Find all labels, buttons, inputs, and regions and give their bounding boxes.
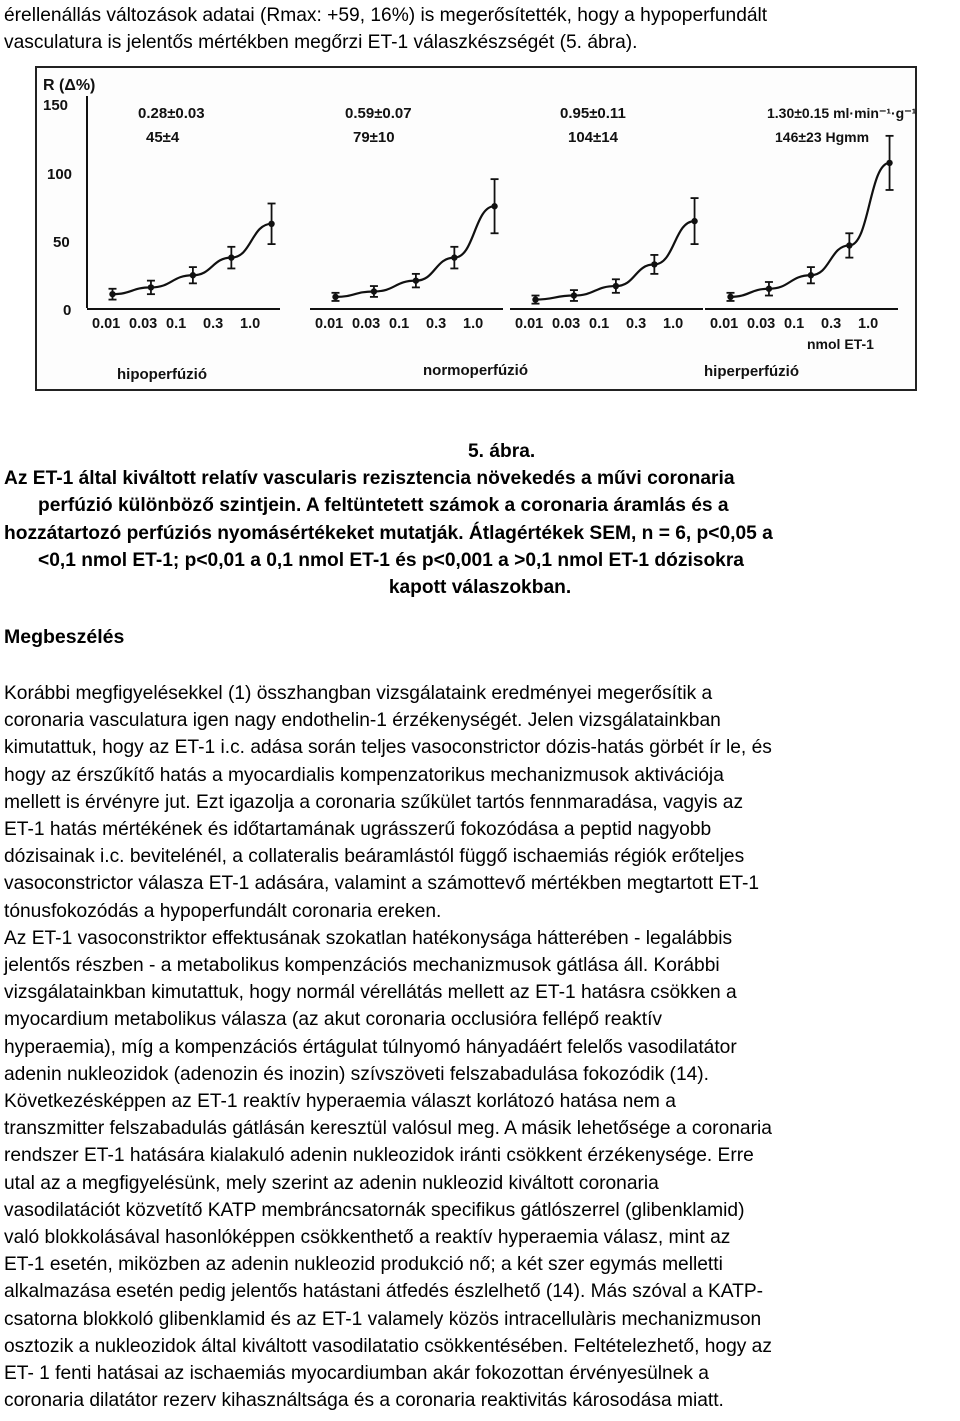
body-line: osztozik a nukleozidok által kiváltott vasodilatatio csökkentésében. Feltételezhető, hogy az: [4, 1335, 772, 1357]
body-line: adenin nukleozidok (adenozin és inozin) szívszöveti felszabadulása fokozódik (14).: [4, 1063, 710, 1085]
data-point: [371, 288, 377, 294]
data-point: [727, 294, 733, 300]
pressure-annotation: 79±10: [353, 129, 395, 146]
data-point: [766, 286, 772, 292]
data-point: [451, 254, 457, 260]
data-point: [691, 218, 697, 224]
body-line: hogy az érszűkítő hatás a myocardialis kompenzatorikus mechanizmusok aktivációja: [4, 764, 724, 786]
x-tick-label: 1.0: [240, 316, 261, 332]
data-point: [886, 160, 892, 166]
body-line: dózisainak i.c. bevitelénél, a collateralis beáramlástól függő ischaemiás régiók erőteljes: [4, 846, 745, 868]
y-tick-label: 0: [63, 302, 72, 319]
body-line: coronaria vasculatura igen nagy endothelin-1 érzékenységét. Jelen vizsgálatainkban: [4, 710, 721, 732]
body-line: ET-1 esetén, miközben az adenin nukleozid produkció nő; a két szer egymás melletti: [4, 1254, 723, 1276]
x-tick-label: 0.03: [129, 316, 158, 332]
intro-line: vasculatura is jelentős mértékben megőrzi ET-1 válaszkészségét (5. ábra).: [4, 32, 638, 53]
panel-label-normoperfuzio: normoperfúzió: [423, 362, 528, 379]
x-tick-label: 0.3: [426, 316, 447, 332]
y-tick-label: 100: [47, 166, 73, 183]
dose-unit-label: nmol ET-1: [807, 336, 874, 352]
body-line: Az ET-1 vasoconstriktor effektusának szokatlan hatékonysága hátterében - legalábbis: [4, 927, 733, 949]
body-line: ET- 1 fenti hatásai az ischaemiás myocardiumban akár fokozottan érvényesülnek a: [4, 1363, 709, 1385]
intro-paragraph: [4, 2, 956, 56]
pressure-annotation: 104±14: [568, 129, 618, 146]
data-point: [846, 242, 852, 248]
data-point: [109, 291, 115, 297]
body-line: tónusfokozódás a hypoperfundált coronaria ereken.: [4, 900, 442, 922]
body-line: hyperaemia), míg a kompenzációs értágulat túlnyomó hányadáért felelős vasodilatátor: [4, 1036, 737, 1058]
data-point: [228, 254, 234, 260]
data-point: [613, 283, 619, 289]
body-line: csatorna blokkoló glibenklamid és az ET-1 valamely közös intracellulàris mechanizmuson: [4, 1308, 762, 1330]
body-line: kimutattuk, hogy az ET-1 i.c. adása során teljes vasoconstrictor dózis-hatás görbét ír le, és: [4, 737, 772, 759]
data-point: [268, 221, 274, 227]
figure-5: [35, 66, 955, 392]
panel-label-hipoperfuzio: hipoperfúzió: [117, 366, 207, 383]
body-line: mellett is érvényre jut. Ezt igazolja a coronaria szűkület tartós fennmaradása, vagyis az: [4, 791, 744, 813]
x-tick-label: 0.3: [203, 316, 224, 332]
flow-annotation: 1.30±0.15 ml·min⁻¹·g⁻¹: [767, 105, 917, 121]
data-point: [190, 272, 196, 278]
x-tick-label: 0.03: [747, 316, 776, 332]
x-tick-label: 1.0: [858, 316, 879, 332]
x-tick-label: 0.01: [92, 316, 121, 332]
y-tick-label: 50: [53, 234, 70, 251]
body-line: rendszer ET-1 hatására kialakuló adenin nukleozidok iránti csökkent érzékenysége. Erre: [4, 1145, 754, 1167]
x-tick-label: 0.3: [821, 316, 842, 332]
caption-line: <0,1 nmol ET-1; p<0,01 a 0,1 nmol ET-1 és p<0,001 a >0,1 nmol ET-1 dózisokra: [38, 549, 744, 571]
body-line: vasoconstrictor válasza ET-1 adására, valamint a számottevő mértékben megtartott ET-1: [4, 873, 760, 895]
data-point: [491, 203, 497, 209]
body-line: Korábbi megfigyelésekkel (1) összhangban vizsgálataink eredményei megerősítik a: [4, 683, 713, 704]
body-line: alkalmazása esetén pedig jelentős hatástani átfedés észlelhető (14). Más szóval a KATP-: [4, 1281, 764, 1303]
data-point: [148, 284, 154, 290]
caption-line: perfúzió különböző szintjein. A feltüntetett számok a coronaria áramlás és a: [38, 495, 729, 517]
x-tick-label: 0.1: [589, 316, 610, 332]
x-tick-label: 0.01: [315, 316, 344, 332]
caption-title: 5. ábra.: [468, 441, 536, 462]
flow-annotation: 0.28±0.03: [138, 105, 205, 122]
x-tick-label: 0.1: [784, 316, 805, 332]
body-line: való blokkolásával hasonlóképpen csökkenthető a reaktív hyperaemia válasz, mint az: [4, 1227, 731, 1249]
pressure-annotation: 146±23 Hgmm: [775, 129, 870, 145]
body-line: utal az a megfigyelésünk, mely szerint az adenin nukleozid kiváltott coronaria: [4, 1172, 659, 1194]
x-tick-label: 1.0: [663, 316, 684, 332]
data-point: [651, 261, 657, 267]
figure-caption: [4, 438, 956, 601]
data-point: [332, 294, 338, 300]
flow-annotation: 0.95±0.11: [560, 105, 626, 122]
body-line: jelentős részben - a metabolikus kompenzációs mechanizmusok gátlása áll. Korábbi: [4, 955, 720, 977]
body-line: vasodilatációt közvetítő KATP membráncsatornák specifikus gátlószerrel (glibenklamid): [4, 1199, 745, 1221]
data-point: [571, 292, 577, 298]
pressure-annotation: 45±4: [146, 129, 180, 146]
caption-line: hozzátartozó perfúziós nyomásértékeket mutatják. Átlagértékek SEM, n = 6, p<0,05 a: [4, 522, 773, 544]
panel-label-hiperperfuzio: hiperperfúzió: [704, 363, 800, 380]
body-line: coronaria dilatátor rezerv kihasználtsága és a coronaria reaktivitás károsodása miatt.: [4, 1390, 724, 1412]
discussion-body: [4, 680, 956, 1414]
x-tick-label: 0.03: [552, 316, 581, 332]
dose-response-chart: [35, 66, 955, 392]
y-tick-label: 150: [43, 97, 69, 114]
body-line: myocardium metabolikus válasza (az akut coronaria occlusióra fellépő reaktív: [4, 1009, 662, 1031]
data-point: [532, 296, 538, 302]
x-tick-label: 0.01: [515, 316, 544, 332]
x-tick-label: 0.1: [389, 316, 410, 332]
body-line: ET-1 hatás mértékének és időtartamának ugrásszerű fokozódása a peptid nagyobb: [4, 819, 712, 841]
intro-line: érellenállás változások adatai (Rmax: +59, 16%) is megerősítették, hogy a hypoperfundált: [4, 5, 768, 26]
x-tick-label: 0.3: [626, 316, 647, 332]
x-tick-label: 1.0: [463, 316, 484, 332]
section-heading: Megbeszélés: [4, 626, 125, 648]
body-line: transzmitter felszabadulás gátlásán keresztül valósul meg. A másik lehetősége a coronaria: [4, 1118, 772, 1140]
x-tick-label: 0.1: [166, 316, 187, 332]
flow-annotation: 0.59±0.07: [345, 105, 412, 122]
data-point: [808, 272, 814, 278]
body-line: vizsgálatainkban kimutattuk, hogy normál vérellátás mellett az ET-1 hatásra csökken a: [4, 982, 737, 1004]
caption-line: Az ET-1 által kiváltott relatív vascularis rezisztencia növekedés a művi coronaria: [4, 468, 735, 490]
x-tick-label: 0.03: [352, 316, 381, 332]
body-line: Következésképpen az ET-1 reaktív hyperaemia választ korlátozó hatása nem a: [4, 1091, 676, 1113]
caption-line: kapott válaszokban.: [388, 577, 572, 599]
y-axis-label: R (Δ%): [43, 77, 96, 94]
data-point: [413, 277, 419, 283]
x-tick-label: 0.01: [710, 316, 739, 332]
